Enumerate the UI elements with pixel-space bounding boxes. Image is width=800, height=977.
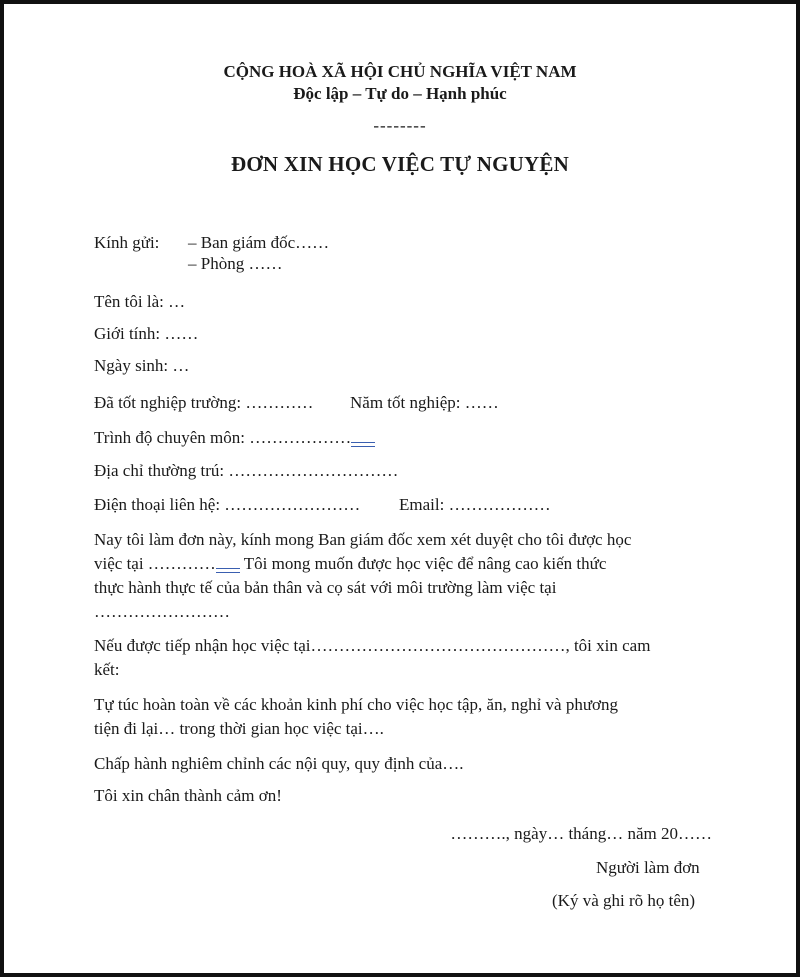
paragraph-4: Chấp hành nghiêm chỉnh các nội quy, quy định của…. bbox=[94, 754, 464, 773]
field-name: Tên tôi là: … bbox=[94, 292, 186, 311]
field-dob: Ngày sinh: … bbox=[94, 356, 190, 375]
field-gender: Giới tính: …… bbox=[94, 324, 199, 343]
double-underline-mark bbox=[216, 568, 240, 573]
paragraph-2-line-2: kết: bbox=[94, 660, 120, 679]
signature-note: (Ký và ghi rõ họ tên) bbox=[552, 891, 696, 910]
paragraph-1-line-2-rest: Tôi mong muốn được học việc để nâng cao kiến thức bbox=[243, 554, 607, 573]
field-school: Đã tốt nghiệp trường: ………… bbox=[94, 393, 314, 412]
paragraph-1-line-2 bbox=[94, 554, 606, 574]
paragraph-1-line-3: thực hành thực tế của bản thân và cọ sát với môi trường làm việc tại bbox=[94, 578, 557, 597]
document-title: ĐƠN XIN HỌC VIỆC TỰ NGUYỆN bbox=[231, 152, 569, 176]
recipient-board: – Ban giám đốc…… bbox=[188, 233, 330, 252]
paragraph-3-line-1: Tự túc hoàn toàn về các khoản kinh phí cho việc học tập, ăn, nghỉ và phương bbox=[94, 695, 619, 714]
paragraph-5: Tôi xin chân thành cảm ơn! bbox=[94, 786, 282, 805]
double-underline-mark bbox=[351, 442, 375, 447]
qualification-text: Trình độ chuyên môn: ……………… bbox=[94, 428, 352, 447]
signer-label: Người làm đơn bbox=[596, 858, 700, 877]
paragraph-1-line-4: …………………… bbox=[94, 602, 230, 621]
paragraph-3-line-2: tiện đi lại… trong thời gian học việc tại…. bbox=[94, 719, 384, 738]
paragraph-1-line-1: Nay tôi làm đơn này, kính mong Ban giám đốc xem xét duyệt cho tôi được học bbox=[94, 530, 632, 549]
recipient-label: Kính gửi: bbox=[94, 233, 160, 252]
field-address: Địa chỉ thường trú: ………………………… bbox=[94, 461, 399, 480]
field-phone: Điện thoại liên hệ: …………………… bbox=[94, 495, 361, 514]
paragraph-2-line-1: Nếu được tiếp nhận học việc tại………………………………………, tôi xin cam bbox=[94, 636, 651, 655]
country-heading: CỘNG HOÀ XÃ HỘI CHỦ NGHĨA VIỆT NAM bbox=[223, 62, 577, 81]
field-email: Email: ……………… bbox=[399, 495, 551, 514]
motto: Độc lập – Tự do – Hạnh phúc bbox=[293, 84, 507, 103]
field-qualification bbox=[94, 428, 375, 448]
separator: -------- bbox=[373, 116, 427, 135]
field-grad-year: Năm tốt nghiệp: …… bbox=[350, 393, 499, 412]
date-line: ………., ngày… tháng… năm 20…… bbox=[450, 824, 712, 843]
recipient-department: – Phòng …… bbox=[188, 254, 283, 273]
workplace-blank: việc tại ………… bbox=[94, 554, 216, 573]
